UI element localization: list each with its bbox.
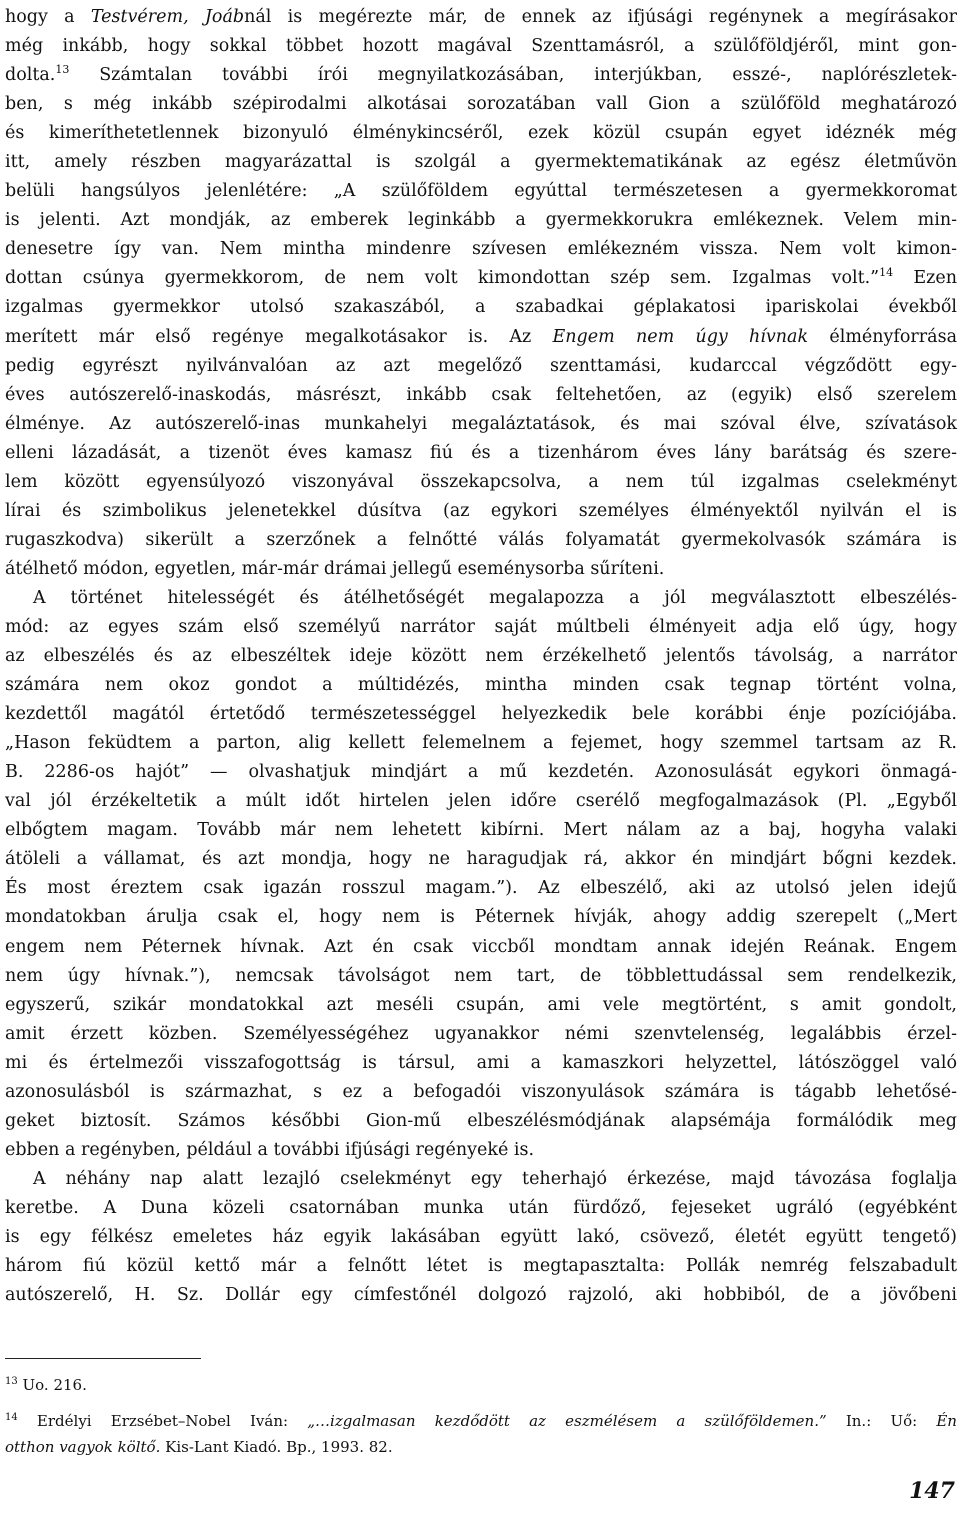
text-line <box>5 206 957 235</box>
text-run: számára nem okoz gondot a múltidézés, mintha minden csak tegnap történt volna, <box>5 675 957 696</box>
footnote <box>5 1372 957 1398</box>
italic-text: Én <box>936 1412 957 1430</box>
footnotes <box>5 1372 957 1460</box>
footnote-ref: 14 <box>5 1412 18 1423</box>
text-run: azonosulásból is származhat, s ez a befogadói viszonyulások számára is tágabb lehetősé- <box>5 1081 957 1102</box>
text-line <box>5 1194 957 1223</box>
text-run: val jól érzékeltetik a múlt időt hirtelen jelen időre cserélő megfogalmazások (Pl. „Egyből <box>5 791 957 812</box>
text-run: elleni lázadását, a tizenöt éves kamasz fiú és a tizenhárom éves lány barátság és szere- <box>5 442 957 463</box>
text-line <box>5 962 957 991</box>
text-run: rugaszkodva) sikerült a szerzőnek a felnőtté válás folyamatát gyermekolvasók számára is <box>5 529 957 550</box>
text-run: Ezen <box>893 268 957 289</box>
text-line <box>5 671 957 700</box>
text-run: lem között egyensúlyozó viszonyával összekapcsolva, a nem túl izgalmas cselekményt <box>5 471 957 492</box>
text-run: Erdélyi Erzsébet–Nobel Iván: <box>17 1412 308 1430</box>
text-run: az elbeszélés és az elbeszéltek ideje között nem érzékelhető jelentős távolság, a narrátor <box>5 646 957 667</box>
text-line <box>5 874 957 903</box>
text-line <box>5 381 957 410</box>
text-run: engem nem Péternek hívnak. Azt én csak viccből mondtam annak idején Reának. Engem <box>5 936 957 957</box>
page-number: 147 <box>909 1478 955 1504</box>
text-line <box>5 555 957 584</box>
footnote-separator <box>5 1358 201 1359</box>
text-run: „Hason feküdtem a parton, alig kellett felemelnem a fejemet, hogy szemmel tartsam az R. <box>5 733 957 754</box>
text-run: elbőgtem magam. Tovább már nem lehetett kibírni. Mert nálam az a baj, hogyha valaki <box>5 820 957 841</box>
text-run: keretbe. A Duna közeli csatornában munka után fürdőző, fejeseket ugráló (egyébként <box>5 1197 957 1218</box>
text-line <box>5 177 957 206</box>
text-run: mód: az egyes szám első személyű narrátor saját múltbeli élményeit adja elő úgy, hogy <box>5 616 957 637</box>
text-line <box>5 642 957 671</box>
text-run: nem úgy hívnak.”), nemcsak távolságot nem tart, de többlettudással sem rendelkezik, <box>5 965 957 986</box>
text-line <box>5 1107 957 1136</box>
text-line <box>5 729 957 758</box>
text-line <box>5 613 957 642</box>
footnote-line <box>5 1434 957 1460</box>
text-run: élménye. Az autószerelő-inas munkahelyi megaláztatások, és mai szóval élve, szívatások <box>5 413 957 434</box>
text-run: autószerelő, H. Sz. Dollár egy címfestőnél dolgozó rajzoló, aki hobbiból, de a jövőbeni <box>5 1285 957 1306</box>
text-line <box>5 293 957 322</box>
text-line <box>5 991 957 1020</box>
footnote-ref: 13 <box>55 63 70 77</box>
italic-text: Engem nem úgy hívnak <box>552 326 809 347</box>
text-run: is egy félkész emeletes ház egyik lakásában együtt lakó, csövező, életét együtt tengető) <box>5 1226 957 1247</box>
text-run: nál is megérezte már, de ennek az ifjúsági regénynek a megírásakor <box>244 7 957 27</box>
text-run: dolta. <box>5 65 56 86</box>
text-line <box>5 526 957 555</box>
text-line <box>5 1252 957 1281</box>
text-line <box>5 90 957 119</box>
text-line <box>5 323 957 352</box>
text-line <box>5 758 957 787</box>
text-line <box>5 61 957 90</box>
body-text <box>5 3 957 1310</box>
text-line <box>5 497 957 526</box>
text-run: In.: Uő: <box>826 1412 937 1430</box>
text-run: merített már első regénye megalkotásakor is. Az <box>5 326 553 347</box>
text-line <box>5 1020 957 1049</box>
text-run: dottan csúnya gyermekkorom, de nem volt kimondottan szép sem. Izgalmas volt.” <box>5 268 880 289</box>
text-run: pedig egyrészt nyilvánvalóan az azt megelőző szenttamási, kudarccal végződött egy- <box>5 355 957 376</box>
text-line <box>5 264 957 293</box>
italic-text: „…izgalmasan kezdődött az eszmélésem a szülőföldemen.” <box>307 1412 827 1430</box>
text-line <box>5 439 957 468</box>
text-run: Uo. 216. <box>17 1376 87 1394</box>
text-line <box>5 787 957 816</box>
text-run: még inkább, hogy sokkal többet hozott magával Szenttamásról, a szülőföldjéről, mint gon- <box>5 36 957 57</box>
text-run: három fiú közül kettő már a felnőtt létet is megtapasztalta: Pollák nemrég felszabadult <box>5 1256 957 1277</box>
text-run: amit érzett közben. Személyességéhez ugyanakkor némi szenvtelenség, legalábbis érzel- <box>5 1023 957 1044</box>
text-line <box>5 1223 957 1252</box>
text-line <box>5 3 957 32</box>
text-line <box>5 1281 957 1310</box>
text-run: átöleli a vállamat, és azt mondja, hogy ne haragudjak rá, akkor én mindjárt bőgni kezdek. <box>5 849 957 870</box>
footnote-line <box>5 1408 957 1434</box>
text-line <box>5 816 957 845</box>
text-run: éves autószerelő-inaskodás, másrészt, inkább csak feltehetően, az (egyik) első szerelem <box>5 384 957 405</box>
text-line <box>5 119 957 148</box>
footnote-line <box>5 1372 957 1398</box>
text-run: B. 2286-os hajót” — olvashatjuk mindjárt a mű kezdetén. Azonosulását egykori önmagá- <box>5 762 957 783</box>
text-run: denesetre így van. Nem mintha mindenre szívesen emlékezném vissza. Nem volt kimon- <box>5 239 957 260</box>
text-run: A néhány nap alatt lezajló cselekményt egy teherhajó érkezése, majd távozása foglalja <box>33 1168 957 1189</box>
text-line <box>5 584 957 613</box>
text-line <box>5 410 957 439</box>
text-run: is jelenti. Azt mondják, az emberek leginkább a gyermekkorukra emlékeznek. Velem min- <box>5 210 957 231</box>
text-line <box>5 1165 957 1194</box>
text-run: belüli hangsúlyos jelenlétére: „A szülőföldem egyúttal természetesen a gyermekkoromat <box>5 181 957 202</box>
text-line <box>5 700 957 729</box>
text-run: Számtalan további írói megnyilatkozásában, interjúkban, esszé-, naplórészletek- <box>69 65 957 86</box>
footnote <box>5 1408 957 1460</box>
text-line <box>5 148 957 177</box>
text-run: hogy a <box>5 7 91 27</box>
text-run: ebben a regényben, például a további ifjúsági regényeké is. <box>5 1139 535 1160</box>
text-line <box>5 1049 957 1078</box>
text-run: egyszerű, szikár mondatokkal azt meséli csupán, ami vele megtörtént, s amit gondolt, <box>5 994 957 1015</box>
text-run: A történet hitelességét és átélhetőségét megalapozza a jól megválasztott elbeszélés- <box>33 587 957 608</box>
text-line <box>5 903 957 932</box>
text-run: kezdettől magától értetődő természetességgel helyezkedik bele korábbi énje pozíciójába. <box>5 704 957 725</box>
text-run: és kimeríthetetlennek bizonyuló élménykincséről, ezek közül csupán egyet idéznék még <box>5 123 957 144</box>
italic-text: Testvérem, Joáb <box>90 7 245 27</box>
text-line <box>5 1078 957 1107</box>
text-run: geket biztosít. Számos későbbi Gion-mű elbeszélésmódjának alapsémája formálódik meg <box>5 1110 957 1131</box>
text-run: lírai és szimbolikus jelenetekkel dúsítva (az egykori személyes élményektől nyilván el is <box>5 500 957 521</box>
text-run: élményforrása <box>808 326 958 347</box>
italic-text: otthon vagyok költő. <box>5 1438 161 1456</box>
text-run: mi és értelmezői visszafogottság is társul, ami a kamaszkori helyzettel, látószöggel való <box>5 1052 957 1073</box>
text-run: mondatokban árulja csak el, hogy nem is Péternek hívják, ahogy addig szerepelt („Mert <box>5 907 957 928</box>
footnote-ref: 14 <box>879 266 894 280</box>
text-line <box>5 352 957 381</box>
text-run: ben, s még inkább szépirodalmi alkotásai sorozatában vall Gion a szülőföld meghatározó <box>5 94 957 115</box>
footnote-ref: 13 <box>5 1376 18 1387</box>
text-run: itt, amely részben magyarázattal is szolgál a gyermektematikának az egész életművön <box>5 152 957 173</box>
text-line <box>5 1136 957 1165</box>
text-line <box>5 933 957 962</box>
text-run: izgalmas gyermekkor utolsó szakaszából, a szabadkai géplakatosi ipariskolai évekből <box>5 297 957 318</box>
text-line <box>5 468 957 497</box>
text-line <box>5 32 957 61</box>
text-line <box>5 845 957 874</box>
text-run: És most éreztem csak igazán rosszul magam.”). Az elbeszélő, aki az utolsó jelen idejű <box>5 878 957 899</box>
text-run: átélhető módon, egyetlen, már-már drámai jellegű eseménysorba sűríteni. <box>5 558 665 579</box>
text-line <box>5 235 957 264</box>
text-run: Kis-Lant Kiadó. Bp., 1993. 82. <box>160 1438 393 1456</box>
